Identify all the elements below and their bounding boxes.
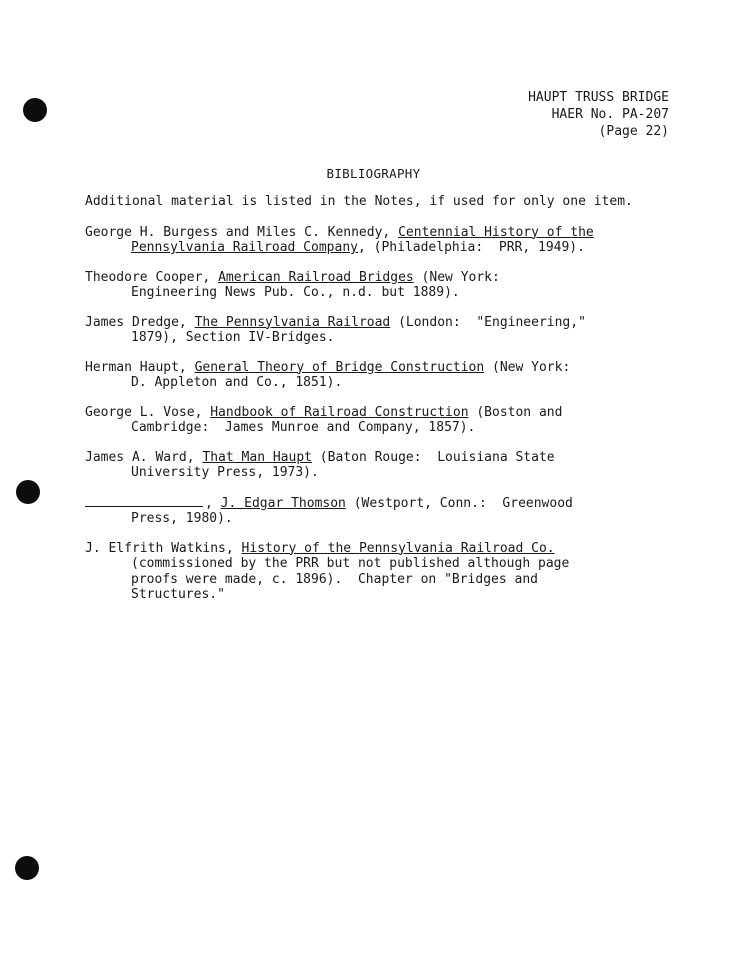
work-title: Centennial History of the [398, 224, 594, 240]
ditto-dash [85, 495, 203, 507]
page-title: BIBLIOGRAPHY [326, 166, 421, 181]
header-line-2: HAER No. PA-207 [551, 107, 669, 122]
work-title: J. Edgar Thomson [220, 495, 346, 511]
work-title: The Pennsylvania Railroad [194, 314, 391, 330]
intro-paragraph: Additional material is listed in the Notes, if used for only one item. [85, 194, 633, 209]
punch-hole [16, 480, 40, 504]
bibliography-body [85, 194, 685, 617]
bibliography-entry: Theodore Cooper, American Railroad Bridges (New York: Engineering News Pub. Co., n.d. but 1889). [85, 269, 500, 300]
work-title: General Theory of Bridge Construction [194, 359, 485, 375]
header-line-3: (Page 22) [598, 124, 669, 139]
punch-hole [23, 98, 47, 122]
work-title: Handbook of Railroad Construction [210, 404, 469, 420]
work-title: That Man Haupt [202, 449, 312, 465]
work-title: History of the Pennsylvania Railroad Co. [241, 540, 555, 556]
document-header [528, 89, 669, 140]
bibliography-entry: James A. Ward, That Man Haupt (Baton Rouge: Louisiana State University Press, 1973). [85, 449, 555, 480]
header-line-1: HAUPT TRUSS BRIDGE [528, 90, 669, 105]
bibliography-entry: Herman Haupt, General Theory of Bridge Construction (New York: D. Appleton and Co., 1851). [85, 359, 571, 390]
bibliography-entry: , J. Edgar Thomson (Westport, Conn.: Greenwood Press, 1980). [85, 495, 685, 527]
bibliography-entry: James Dredge, The Pennsylvania Railroad (London: "Engineering," 1879), Section IV-Bridges. [85, 314, 586, 345]
bibliography-entry: George L. Vose, Handbook of Railroad Construction (Boston and Cambridge: James Munroe and Company, 1857). [85, 404, 563, 435]
bibliography-entry: J. Elfrith Watkins, History of the Pennsylvania Railroad Co. (commissioned by the PRR but not published although page proofs were made, c. 1896). Chapter on "Bridges and Structures." [85, 540, 570, 602]
work-title: Pennsylvania Railroad Company [131, 240, 358, 255]
bibliography-entry: George H. Burgess and Miles C. Kennedy, Centennial History of the Pennsylvania Railroad Company, (Philadelphia: PRR, 1949). [85, 224, 594, 255]
punch-hole [15, 856, 39, 880]
work-title: American Railroad Bridges [218, 269, 414, 285]
